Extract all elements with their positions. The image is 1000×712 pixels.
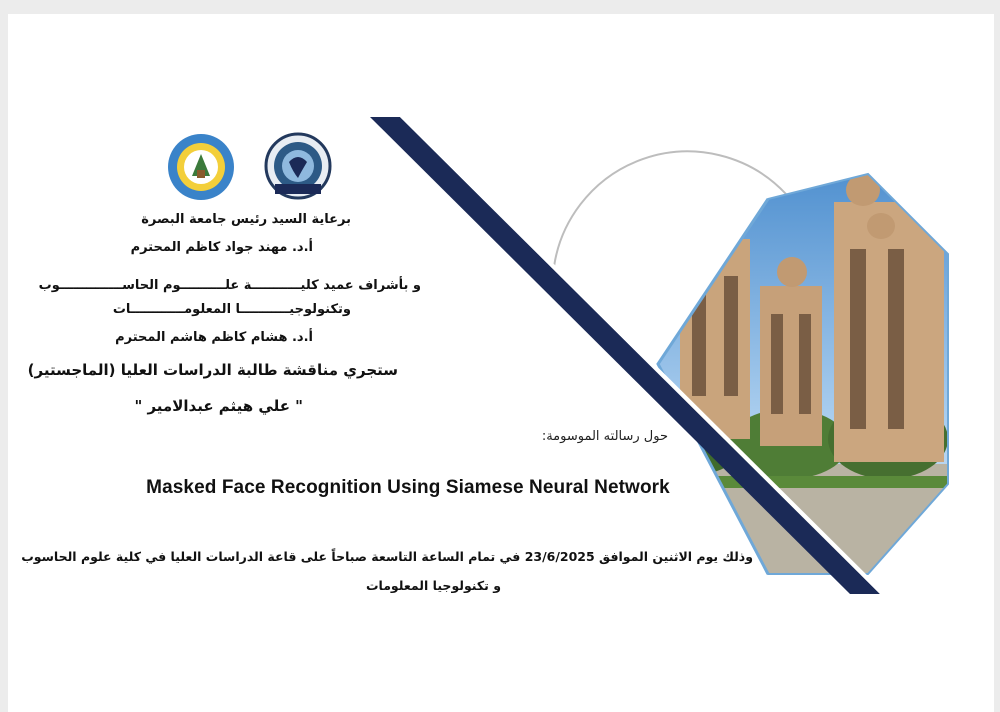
announcement-page <box>8 14 994 712</box>
time-place-line-1: وذلك يوم الاثنين الموافق 23/6/2025 في تمام الساعة التاسعة صباحاً على قاعة الدراسات العليا في كلية علوم الحاسوب <box>21 549 753 564</box>
defense-line: ستجري مناقشة طالبة الدراسات العليا (الماجستير) <box>27 361 398 379</box>
student-name: " علي هيثم عبدالامير " <box>134 397 303 415</box>
thesis-title: Masked Face Recognition Using Siamese Neural Network <box>146 477 670 498</box>
time-place-line-2: و تكنولوجيا المعلومات <box>365 578 501 593</box>
supervision-line-2: وتكنولوجيـــــــــــا المعلومــــــــــــات <box>112 302 351 317</box>
dean-line: أ.د. هشام كاظم هاشم المحترم <box>115 330 313 345</box>
university-logo <box>166 132 236 202</box>
patronage-line: برعاية السيد رئيس جامعة البصرة <box>141 212 351 227</box>
supervision-line-1: و بأشراف عميد كليـــــــــــة علــــــــــوم الحاســــــــــــــوب <box>38 278 421 293</box>
college-logo <box>261 132 335 200</box>
thesis-intro: حول رسالته الموسومة: <box>541 429 668 444</box>
president-line: أ.د. مهند جواد كاظم المحترم <box>130 240 313 255</box>
